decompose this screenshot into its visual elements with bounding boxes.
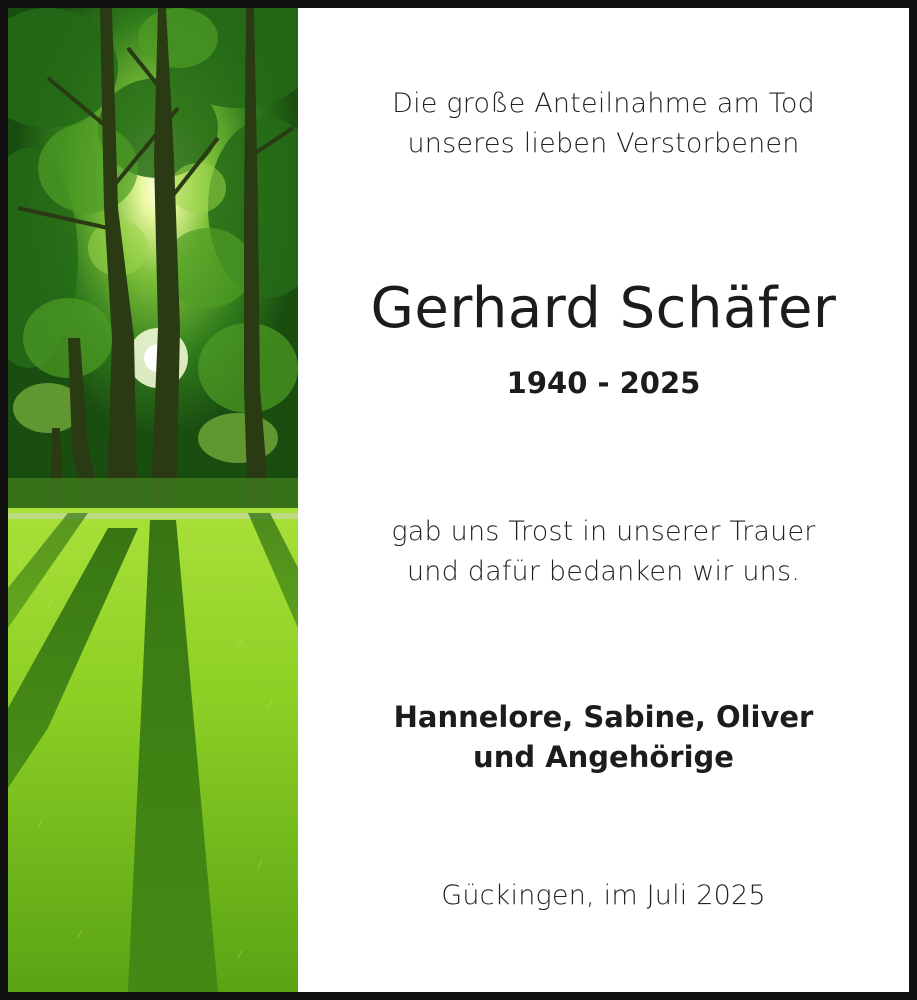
park-trees-image — [8, 8, 298, 992]
park-trees-photo — [8, 8, 298, 992]
place-date: Gückingen, im Juli 2025 — [441, 880, 766, 911]
mourners-line-1: Hannelore, Sabine, Oliver — [393, 700, 814, 734]
deceased-name: Gerhard Schäfer — [370, 276, 837, 341]
life-years: 1940 - 2025 — [506, 366, 701, 400]
text-panel — [298, 8, 909, 992]
mourners-line-2: und Angehörige — [473, 740, 734, 774]
message-line-2: und dafür bedanken wir uns. — [407, 556, 800, 587]
intro-line-2: unseres lieben Verstorbenen — [407, 128, 800, 159]
message-line-1: gab uns Trost in unserer Trauer — [391, 516, 816, 547]
intro-line-1: Die große Anteilnahme am Tod — [392, 88, 815, 119]
